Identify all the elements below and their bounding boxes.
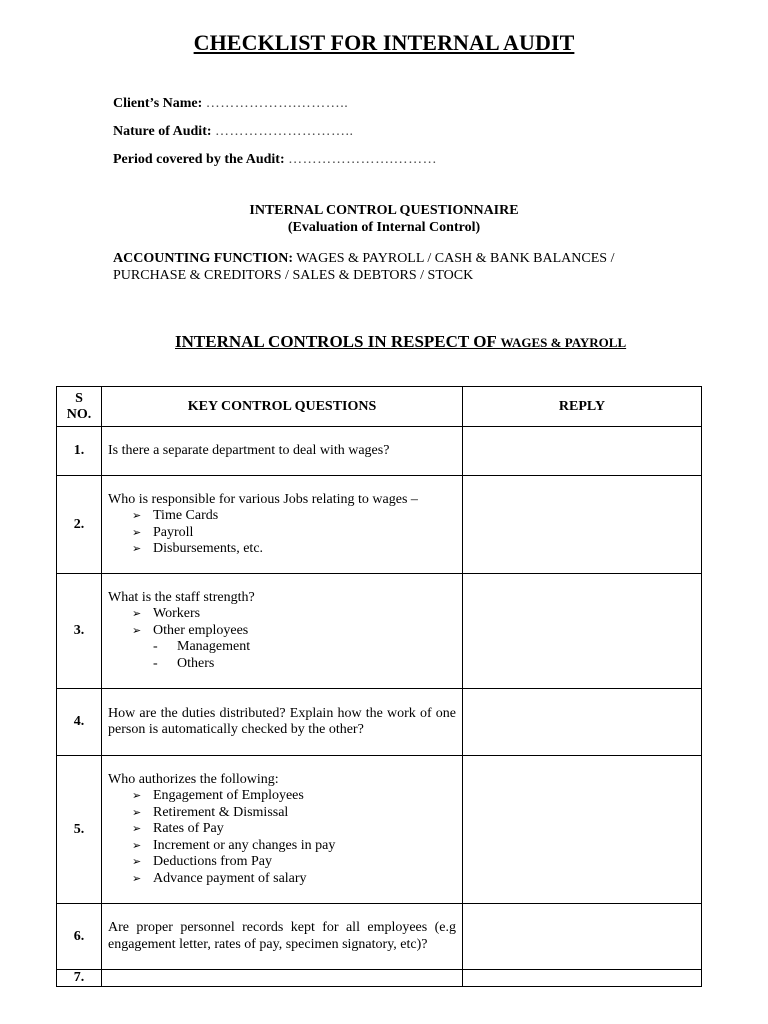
- question-text: Are proper personnel records kept for all employees (e.g engagement letter, rates of pay, specimen signatory, etc)?: [108, 920, 456, 952]
- reply-cell[interactable]: [463, 970, 702, 987]
- question-text: Is there a separate department to deal with wages?: [108, 442, 390, 458]
- table-row: [57, 904, 702, 970]
- table-row: [57, 427, 702, 476]
- row-number: 2.: [57, 476, 102, 574]
- question-cell: [102, 574, 463, 689]
- reply-cell[interactable]: [463, 756, 702, 904]
- table-header-row: [57, 387, 702, 427]
- question-items: [108, 606, 456, 639]
- list-item: ➢ Payroll: [132, 525, 456, 542]
- questions-header: KEY CONTROL QUESTIONS: [102, 387, 463, 427]
- reply-cell[interactable]: [463, 427, 702, 476]
- table-row: [57, 476, 702, 574]
- audit-period-field: [113, 152, 437, 168]
- client-name-blank: ……………….………..: [205, 96, 349, 111]
- question-text: How are the duties distributed? Explain how the work of one person is automatically checked by the other?: [108, 705, 456, 737]
- nature-of-audit-blank: ………………………..: [215, 124, 354, 139]
- list-item: ➢ Rates of Pay: [132, 821, 456, 838]
- question-cell: [102, 476, 463, 574]
- nature-of-audit-label: Nature of Audit:: [113, 124, 212, 139]
- table-row: [57, 574, 702, 689]
- list-item: ➢ Time Cards: [132, 508, 456, 525]
- question-text: Who is responsible for various Jobs relating to wages –: [108, 491, 418, 507]
- question-cell: [102, 689, 463, 756]
- sno-header-line2: NO.: [66, 406, 92, 422]
- table-row: [57, 970, 702, 987]
- table-row: [57, 689, 702, 756]
- questionnaire-title: INTERNAL CONTROL QUESTIONNAIRE: [249, 203, 519, 218]
- reply-header: REPLY: [463, 387, 702, 427]
- document-title: CHECKLIST FOR INTERNAL AUDIT: [193, 30, 575, 55]
- list-item: ➢ Disbursements, etc.: [132, 541, 456, 558]
- reply-cell[interactable]: [463, 689, 702, 756]
- list-item: ➢ Workers: [132, 606, 456, 623]
- row-number: 1.: [57, 427, 102, 476]
- row-number: 7.: [57, 970, 102, 987]
- list-item: ➢ Other employees: [132, 623, 456, 640]
- list-subitem: - Management: [153, 639, 456, 656]
- section-heading: [175, 332, 626, 352]
- sno-header-line1: S: [75, 390, 83, 406]
- list-item: ➢ Retirement & Dismissal: [132, 805, 456, 822]
- section-heading-prefix: INTERNAL CONTROLS IN RESPECT OF: [175, 332, 501, 351]
- list-item: ➢ Increment or any changes in pay: [132, 838, 456, 855]
- reply-cell[interactable]: [463, 904, 702, 970]
- question-items: [108, 508, 456, 558]
- question-text: Who authorizes the following:: [108, 771, 279, 787]
- list-item: ➢ Engagement of Employees: [132, 788, 456, 805]
- question-cell: [102, 970, 463, 987]
- question-cell: [102, 756, 463, 904]
- reply-cell[interactable]: [463, 476, 702, 574]
- row-number: 5.: [57, 756, 102, 904]
- reply-cell[interactable]: [463, 574, 702, 689]
- accounting-function-text: WAGES & PAYROLL / CASH & BANK BALANCES / PURCHASE & CREDITORS / SALES & DEBTORS / STOCK: [113, 251, 615, 283]
- questionnaire-heading: [0, 202, 768, 236]
- accounting-function: [113, 250, 653, 284]
- audit-period-blank: ………………….………: [288, 152, 438, 167]
- list-subitem: - Others: [153, 656, 456, 673]
- list-item: ➢ Advance payment of salary: [132, 871, 456, 888]
- nature-of-audit-field: [113, 124, 354, 140]
- question-text: What is the staff strength?: [108, 589, 255, 605]
- row-number: 6.: [57, 904, 102, 970]
- question-subitems: [108, 639, 456, 672]
- client-name-field: [113, 96, 348, 112]
- table-row: [57, 756, 702, 904]
- sno-header: [57, 387, 102, 427]
- row-number: 4.: [57, 689, 102, 756]
- question-cell: [102, 427, 463, 476]
- question-items: [108, 788, 456, 887]
- audit-period-label: Period covered by the Audit:: [113, 152, 285, 167]
- question-cell: [102, 904, 463, 970]
- section-heading-subject: WAGES & PAYROLL: [500, 335, 627, 350]
- client-name-label: Client’s Name:: [113, 96, 203, 111]
- list-item: ➢ Deductions from Pay: [132, 854, 456, 871]
- row-number: 3.: [57, 574, 102, 689]
- questionnaire-subtitle: (Evaluation of Internal Control): [287, 220, 481, 235]
- accounting-function-label: ACCOUNTING FUNCTION:: [113, 251, 294, 266]
- checklist-table: [56, 386, 702, 987]
